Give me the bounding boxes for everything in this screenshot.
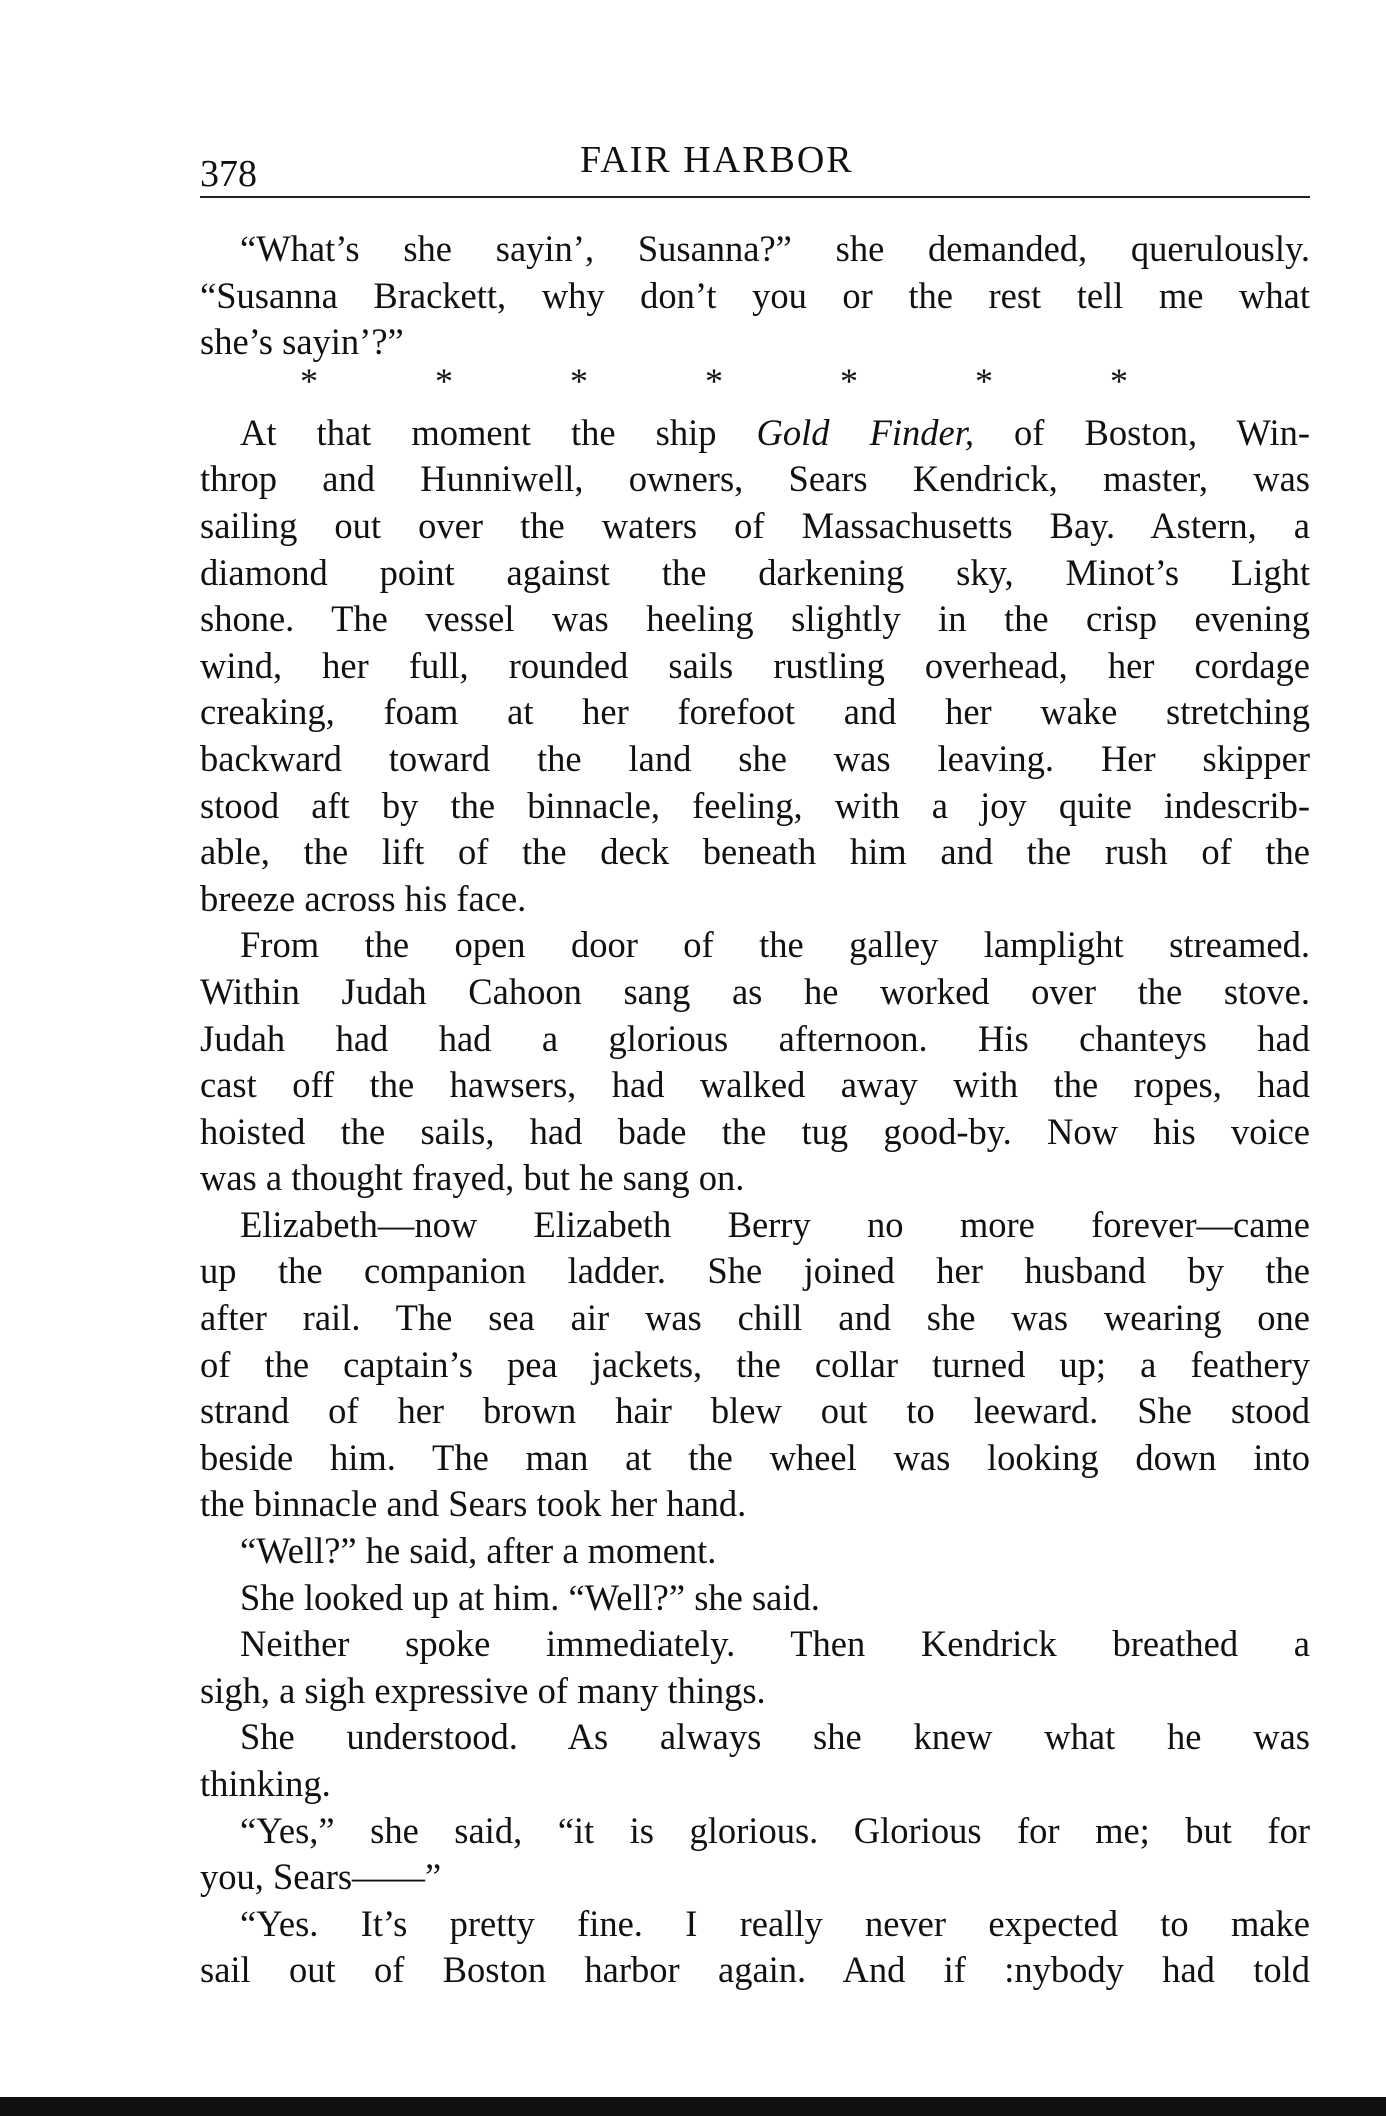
section-gap (200, 400, 1310, 410)
text-line: you, Sears——” (200, 1856, 442, 1898)
text-line: cast off the hawsers, had walked away with the ropes, had (200, 1064, 1310, 1106)
text-line: the binnacle and Sears took her hand. (200, 1483, 747, 1525)
text-line: wind, her full, rounded sails rustling overhead, her cordage (200, 644, 1310, 686)
scan-bottom-edge (0, 2097, 1386, 2116)
text-run: of Boston, Win- (974, 411, 1310, 453)
text-line: sail out of Boston harbor again. And if :nybody had told (200, 1949, 1310, 1991)
text-line: “What’s she sayin’, Susanna?” she demanded, querulously. (240, 228, 1310, 269)
text-line: Elizabeth—now Elizabeth Berry no more forever—came (240, 1203, 1310, 1245)
text-line: From the open door of the galley lamplight streamed. (240, 924, 1310, 966)
text-line (200, 410, 1310, 457)
text-line: beside him. The man at the wheel was looking down into (200, 1436, 1310, 1478)
text-line: She looked up at him. “Well?” she said. (240, 1576, 820, 1618)
page-header (200, 138, 1310, 200)
text-line: thinking. (200, 1763, 331, 1804)
text-line: she’s sayin’?” (200, 321, 404, 363)
text-line: able, the lift of the deck beneath him and the rush of the (200, 831, 1310, 873)
text-line: Judah had had a glorious afternoon. His chanteys had (200, 1017, 1310, 1059)
text-line: of the captain’s pea jackets, the collar turned up; a feathery (200, 1343, 1310, 1385)
text-run: At that moment the ship (240, 411, 757, 453)
text-line: “Susanna Brackett, why don’t you or the rest tell me what (200, 274, 1310, 316)
text-line: up the companion ladder. She joined her husband by the (200, 1250, 1310, 1292)
text-line: strand of her brown hair blew out to leeward. She stood (200, 1390, 1310, 1432)
text-line: hoisted the sails, had bade the tug good-by. Now his voice (200, 1110, 1310, 1152)
text-line: shone. The vessel was heeling slightly in the crisp evening (200, 598, 1310, 640)
text-line: sigh, a sigh expressive of many things. (200, 1669, 766, 1711)
text-line: Within Judah Cahoon sang as he worked over the stove. (200, 970, 1310, 1012)
text-line: sailing out over the waters of Massachusetts Bay. Astern, a (200, 504, 1310, 546)
text-line: backward toward the land she was leaving. Her skipper (200, 737, 1310, 779)
section-break-stars: * * * * * * * (300, 360, 1128, 401)
text-line: was a thought frayed, but he sang on. (200, 1157, 745, 1199)
text-line: “Yes,” she said, “it is glorious. Glorious for me; but for (240, 1809, 1310, 1851)
header-rule (200, 196, 1310, 198)
text-line: after rail. The sea air was chill and she was wearing one (200, 1297, 1310, 1339)
text-line: throp and Hunniwell, owners, Sears Kendrick, master, was (200, 458, 1310, 500)
ship-name: Gold Finder, (756, 411, 974, 453)
page-number: 378 (200, 153, 257, 195)
text-line: creaking, foam at her forefoot and her wake stretching (200, 691, 1310, 733)
body-text (200, 226, 1310, 1994)
text-line: “Yes. It’s pretty fine. I really never expected to make (240, 1902, 1310, 1944)
text-line: Neither spoke immediately. Then Kendrick breathed a (240, 1623, 1310, 1665)
text-line: She understood. As always she knew what he was (240, 1716, 1310, 1758)
text-line: stood aft by the binnacle, feeling, with a joy quite indescrib- (200, 784, 1310, 826)
text-line: breeze across his face. (200, 877, 527, 919)
running-head: FAIR HARBOR (580, 139, 854, 181)
text-line: diamond point against the darkening sky, Minot’s Light (200, 551, 1310, 593)
text-line: “Well?” he said, after a moment. (240, 1530, 717, 1572)
